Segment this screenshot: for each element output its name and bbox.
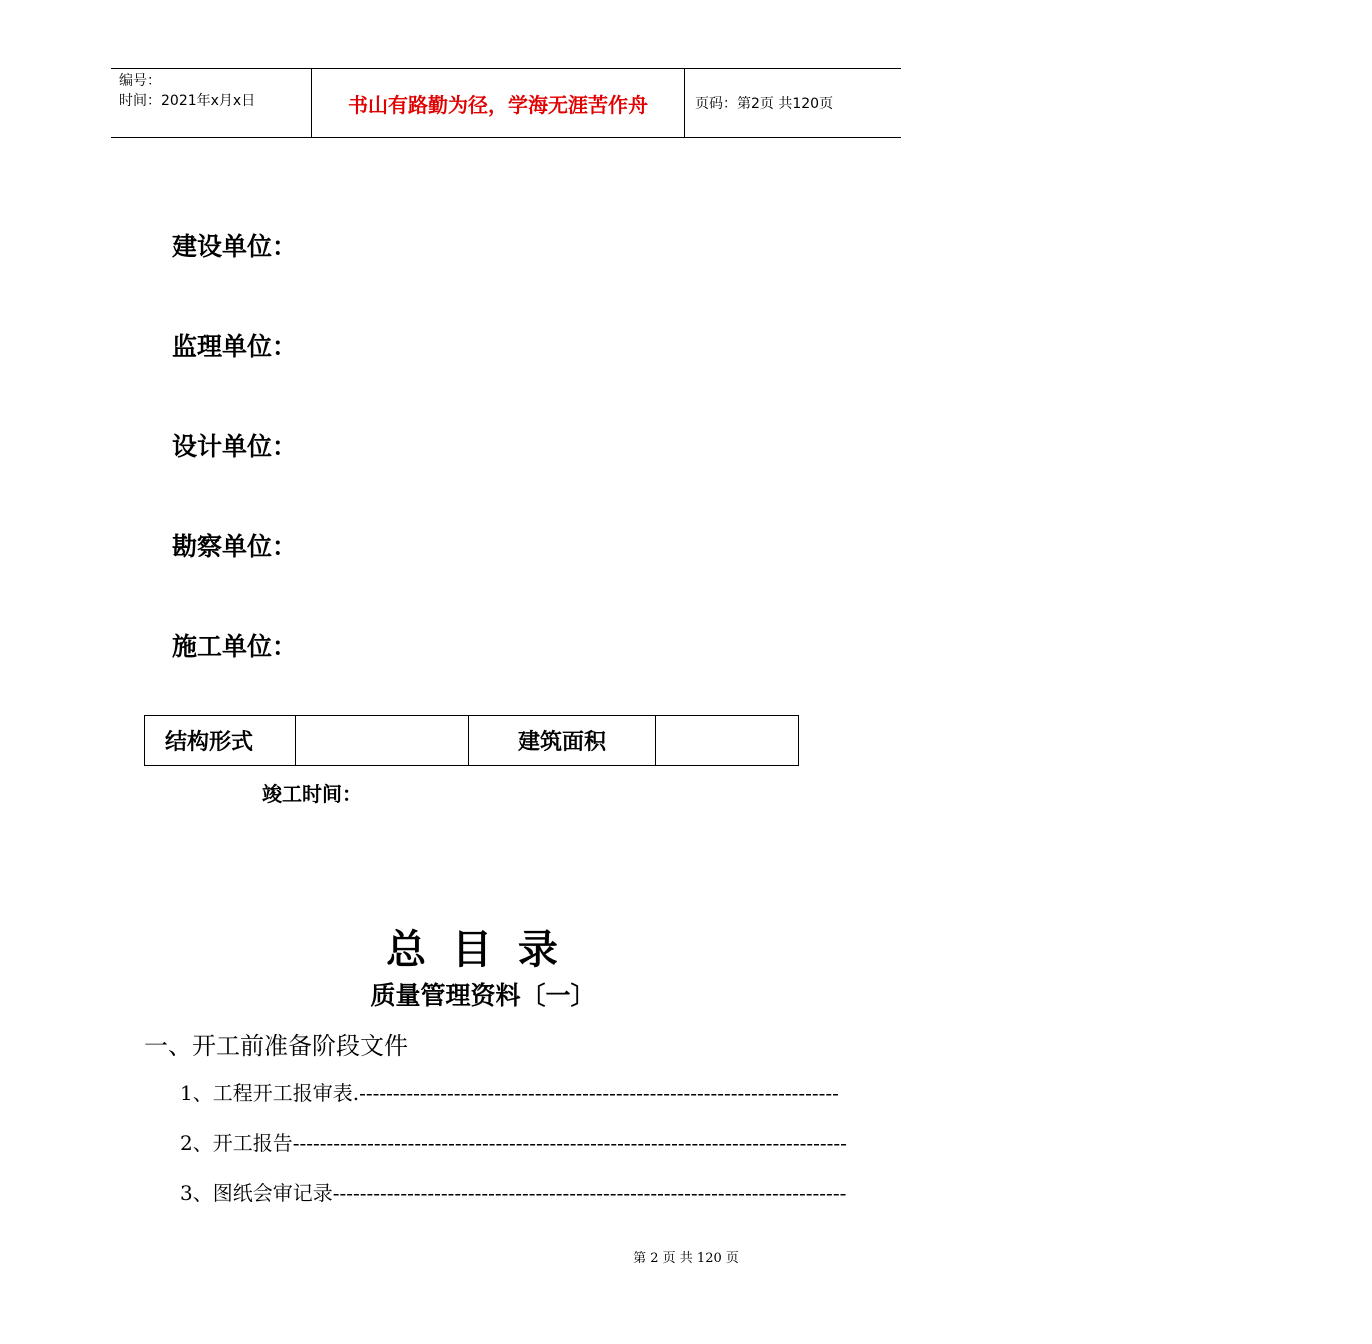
toc-item-leader: ---------------------------------------------------------------------------- [332, 1181, 847, 1205]
completion-time-label: 竣工时间： [262, 782, 362, 806]
toc-item-text: 3、图纸会审记录 [180, 1181, 333, 1205]
toc-item [180, 1177, 847, 1206]
toc-subtitle: 质量管理资料〔一〕 [370, 981, 596, 1010]
structure-info-table [144, 715, 799, 766]
header-page-info: 页码：第2页 共120页 [695, 96, 834, 112]
document-time: 时间：2021年x月x日 [119, 93, 256, 109]
toc-item-text: 2、开工报告 [180, 1131, 293, 1155]
unit-supervision-label: 监理单位： [172, 332, 298, 361]
structure-label: 结构形式 [145, 716, 296, 765]
toc-item-leader: ---------------------------------------------------------------------------------- [292, 1131, 847, 1155]
area-value [656, 716, 798, 765]
unit-contractor-label: 施工单位： [172, 632, 298, 661]
document-number-label: 编号： [119, 73, 161, 89]
toc-item-leader: ----------------------------------------------------------------------- [359, 1081, 839, 1105]
document-header [111, 68, 901, 138]
header-meta [111, 69, 312, 137]
toc-item [180, 1127, 847, 1156]
toc-title: 总 目 录 [386, 927, 564, 973]
unit-design-label: 设计单位： [172, 432, 298, 461]
unit-survey-label: 勘察单位： [172, 532, 298, 561]
page-footer: 第 2 页 共 120 页 [633, 1251, 739, 1266]
area-label: 建筑面积 [469, 716, 656, 765]
structure-value [296, 716, 469, 765]
toc-item [180, 1077, 839, 1106]
toc-item-text: 1、工程开工报审表. [180, 1081, 360, 1105]
header-motto: 书山有路勤为径，学海无涯苦作舟 [312, 69, 685, 137]
unit-construction-label: 建设单位： [172, 232, 298, 261]
toc-section-heading: 一、开工前准备阶段文件 [144, 1032, 408, 1060]
